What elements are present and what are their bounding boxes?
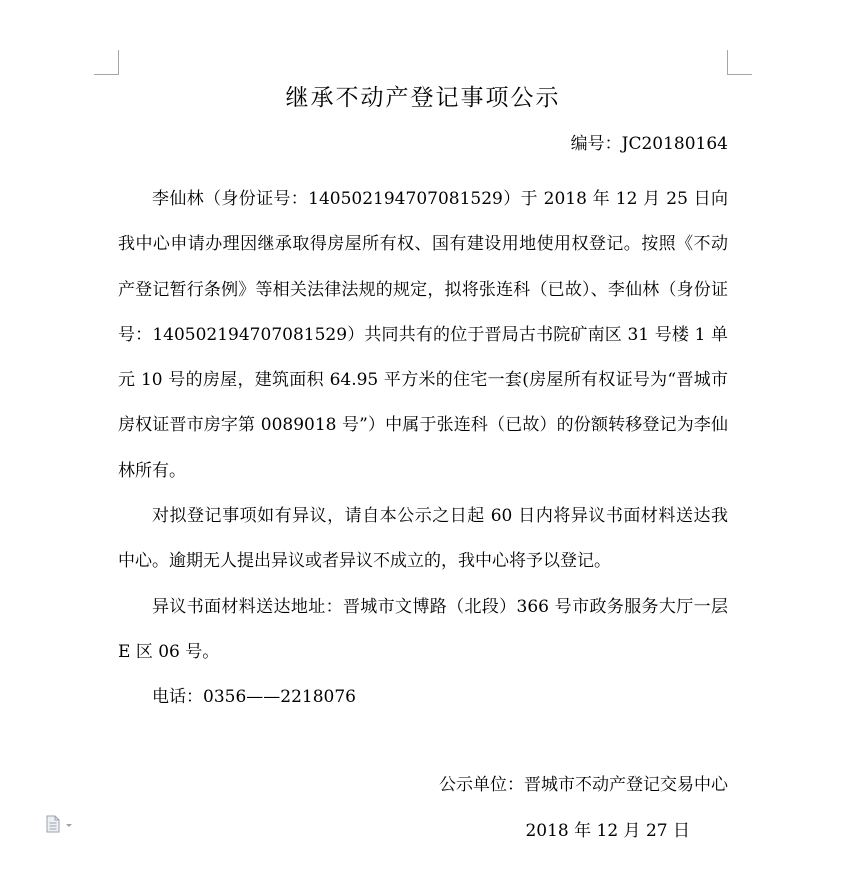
paragraph-phone: 电话：0356——2218076 [152,687,356,708]
document-menu-button[interactable] [46,815,76,833]
document-number: 编号：JC20180164 [570,134,728,154]
signature-unit: 公示单位：晋城市不动产登记交易中心 [439,775,728,795]
paragraph-address: 异议书面材料送达地址：晋城市文博路（北段）366 号市政务服务大厅一层 E 区 06 号。 [118,596,728,662]
chevron-down-icon [66,824,72,827]
signature-date: 2018 年 12 月 27 日 [525,821,690,841]
paragraph-main: 李仙林（身份证号：140502194707081529）于 2018 年 12 月 25 日向我中心申请办理因继承取得房屋所有权、国有建设用地使用权登记。按照《不动产登记暂行条例》等相关法律法规的规定，拟将张连科（已故）、李仙林（身份证号：140502194707081529）共同共有的位于晋局古书院矿南区 31 号楼 1 单元 10 号的房屋，建筑面积 64.95 平方米的住宅一套(房屋所有权证号为“晋城市房权证晋市房字第 0089018 号”）中属于张连科（已故）的份额转移登记为李仙林所有。 [118,189,728,481]
document-icon [47,816,59,832]
page-title: 继承不动产登记事项公示 [285,85,561,111]
document-body [118,177,728,721]
crop-mark-top-right [727,50,752,75]
crop-mark-top-left [94,50,119,75]
paragraph-objection: 对拟登记事项如有异议，请自本公示之日起 60 日内将异议书面材料送达我中心。逾期无人提出异议或者异议不成立的，我中心将予以登记。 [118,506,728,572]
